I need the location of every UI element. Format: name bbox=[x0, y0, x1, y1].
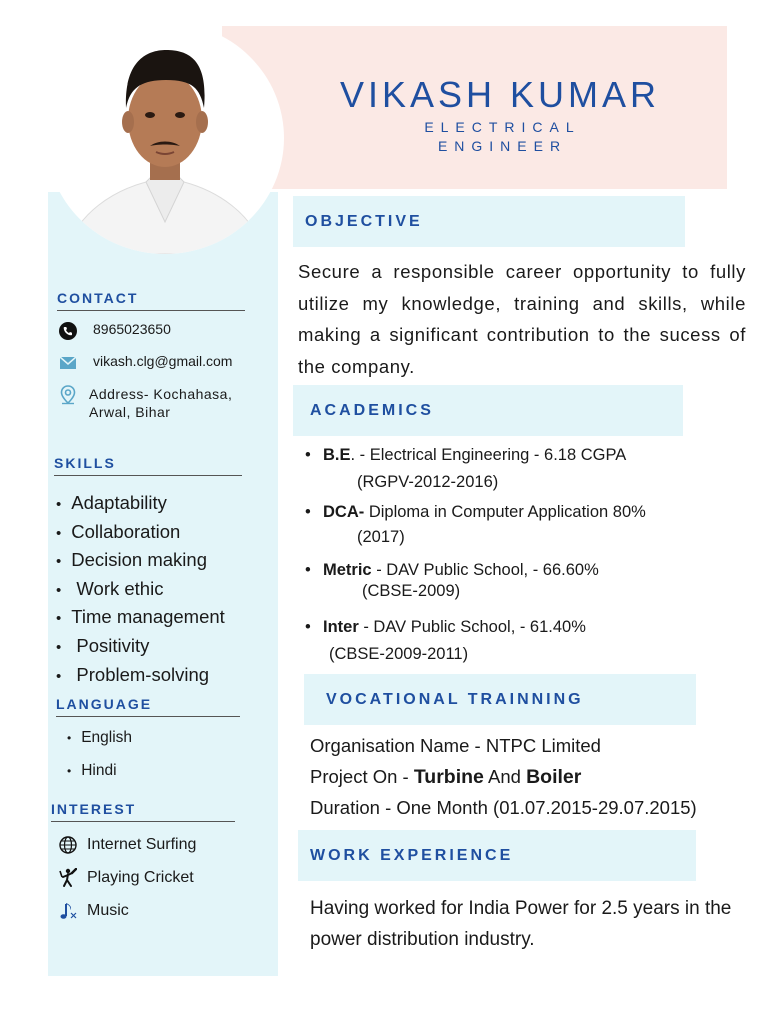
academic-details: . - Electrical Engineering - 6.18 CGPA bbox=[350, 446, 627, 464]
academic-entry: • Metric - DAV Public School, - 66.60% (CBSE-2009) bbox=[305, 558, 599, 604]
academics-heading bbox=[293, 385, 683, 436]
academic-degree: Inter bbox=[323, 618, 359, 636]
project-turbine: Turbine bbox=[413, 766, 484, 788]
academic-sub: (RGPV-2012-2016) bbox=[357, 473, 499, 491]
objective-heading-text: OBJECTIVE bbox=[305, 212, 423, 230]
language-heading: LANGUAGE bbox=[56, 696, 240, 717]
email-address[interactable]: vikash.clg@gmail.com bbox=[93, 353, 233, 369]
academic-sub: (CBSE-2009) bbox=[362, 582, 461, 600]
interest-label: Music bbox=[87, 902, 129, 919]
vocational-heading-text: VOCATIONAL TRAINNING bbox=[326, 690, 584, 708]
language-list bbox=[67, 722, 132, 787]
skill-item: • Adaptability bbox=[56, 490, 225, 519]
skill-item: • Time management bbox=[56, 604, 225, 633]
music-note-icon bbox=[58, 901, 78, 921]
academic-sub: (2017) bbox=[357, 528, 405, 546]
academic-degree: DCA- bbox=[323, 503, 365, 521]
academic-entry: • Inter - DAV Public School, - 61.40% (CBSE-2009-2011) bbox=[305, 615, 586, 667]
academics-heading-text: ACADEMICS bbox=[310, 401, 434, 419]
contact-email bbox=[58, 353, 232, 373]
work-heading-text: WORK EXPERIENCE bbox=[310, 846, 514, 864]
project-and: And bbox=[483, 766, 527, 787]
skill-item: • Collaboration bbox=[56, 519, 225, 548]
skill-item: • Positivity bbox=[56, 633, 225, 662]
project-label: Project On - bbox=[310, 766, 414, 787]
project-boiler: Boiler bbox=[526, 766, 582, 788]
interest-heading: INTEREST bbox=[51, 801, 235, 822]
duration-value: One Month (01.07.2015-29.07.2015) bbox=[396, 797, 697, 818]
academic-details: - DAV Public School, - 61.40% bbox=[358, 618, 586, 636]
academic-details: Diploma in Computer Application 80% bbox=[364, 503, 646, 521]
person-name: VIKASH KUMAR bbox=[339, 74, 661, 115]
contact-address bbox=[58, 385, 232, 421]
academic-sub: (CBSE-2009-2011) bbox=[329, 645, 469, 663]
phone-icon bbox=[58, 321, 78, 341]
skill-item: • Work ethic bbox=[56, 576, 225, 605]
contact-heading: CONTACT bbox=[57, 290, 245, 311]
academic-entry: • B.E. - Electrical Engineering - 6.18 CGPA (RGPV-2012-2016) bbox=[305, 443, 626, 495]
language-item: • English bbox=[67, 722, 132, 755]
vocational-duration bbox=[310, 792, 697, 823]
mail-icon bbox=[58, 353, 78, 373]
interest-cricket bbox=[58, 868, 194, 888]
job-title-line2: ENGINEER bbox=[437, 138, 568, 154]
academic-entry: • DCA- Diploma in Computer Application 80% (2017) bbox=[305, 500, 646, 550]
vocational-organisation bbox=[310, 730, 601, 761]
duration-label: Duration - bbox=[310, 797, 397, 818]
cricket-player-icon bbox=[58, 868, 78, 888]
location-pin-icon bbox=[58, 385, 78, 405]
vocational-project bbox=[310, 761, 581, 793]
interest-music bbox=[58, 901, 129, 921]
org-value: NTPC Limited bbox=[485, 735, 601, 756]
job-title-line1: ELECTRICAL bbox=[424, 119, 581, 135]
globe-icon bbox=[58, 835, 78, 855]
interest-label: Internet Surfing bbox=[87, 836, 197, 853]
contact-phone bbox=[58, 321, 171, 341]
objective-heading bbox=[293, 196, 685, 247]
org-label: Organisation Name - bbox=[310, 735, 486, 756]
language-item: • Hindi bbox=[67, 755, 132, 788]
address-line1: Address- Kochahasa, bbox=[89, 386, 233, 402]
vocational-heading bbox=[304, 674, 696, 725]
work-heading bbox=[298, 830, 696, 881]
skills-list bbox=[56, 490, 225, 690]
interest-label: Playing Cricket bbox=[87, 869, 194, 886]
address-line2: Arwal, Bihar bbox=[89, 404, 171, 420]
phone-number[interactable]: 8965023650 bbox=[93, 321, 171, 337]
skills-heading: SKILLS bbox=[54, 455, 242, 476]
profile-photo bbox=[46, 22, 284, 254]
interest-internet bbox=[58, 835, 196, 855]
academic-details: - DAV Public School, - 66.60% bbox=[371, 561, 599, 579]
academic-degree: Metric bbox=[323, 561, 372, 579]
work-text: Having worked for India Power for 2.5 years in the power distribution industry. bbox=[310, 898, 732, 950]
objective-text: Secure a responsible career opportunity to fully utilize my knowledge, training and skills, while making a significant contribution to the sucess of the company. bbox=[298, 261, 746, 377]
academic-degree: B.E bbox=[323, 446, 351, 464]
skill-item: • Problem-solving bbox=[56, 662, 225, 691]
skill-item: • Decision making bbox=[56, 547, 225, 576]
